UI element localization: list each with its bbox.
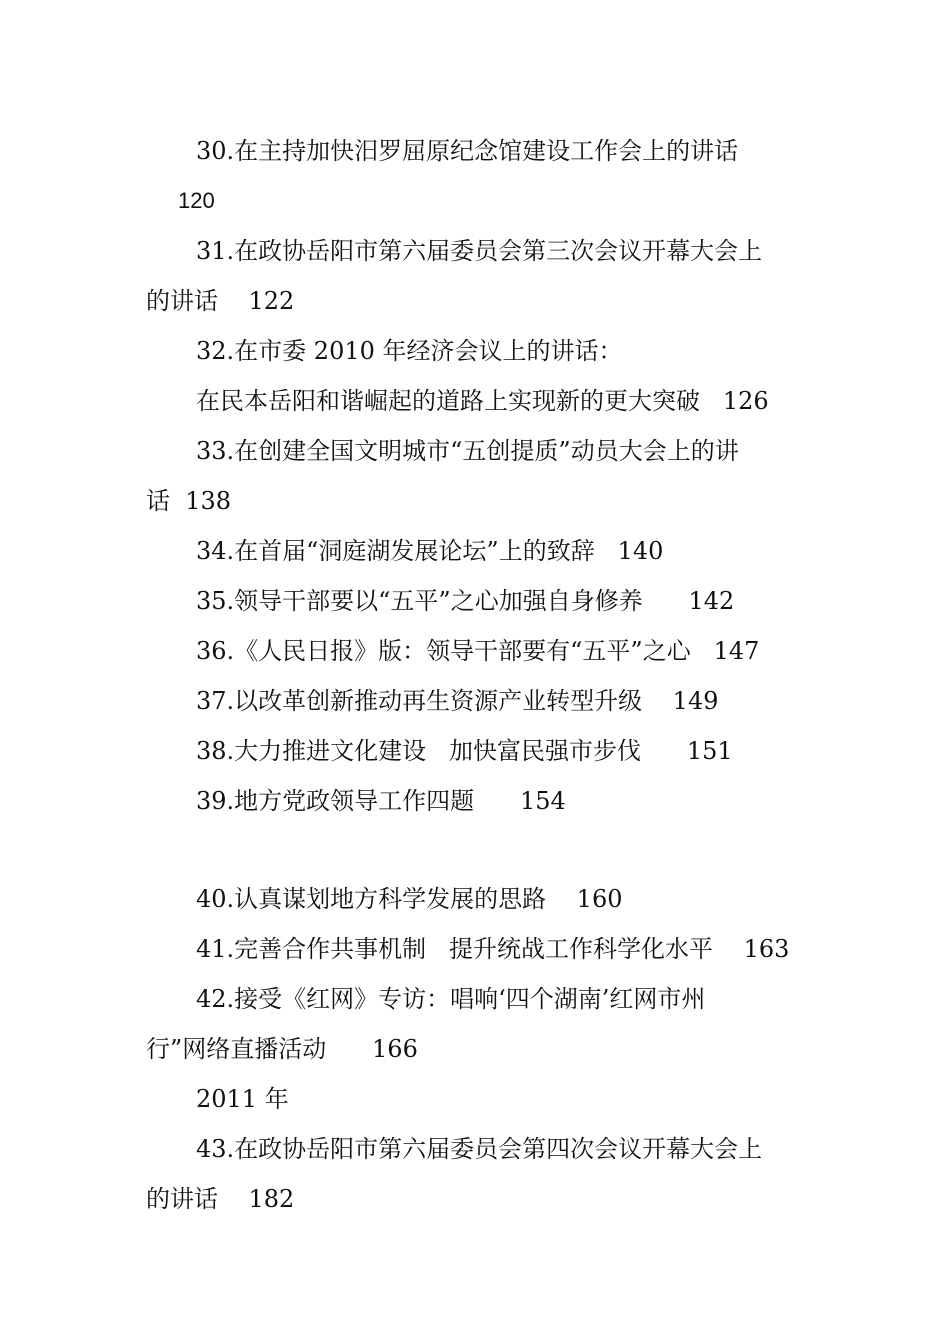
toc-line-38: 38.大力推进文化建设 加快富民强市步伐 151 xyxy=(196,737,733,765)
year-heading: 2011 年 xyxy=(196,1085,289,1113)
toc-line-43-cont: 的讲话 182 xyxy=(146,1185,295,1213)
toc-line-37: 37.以改革创新推动再生资源产业转型升级 149 xyxy=(196,687,719,715)
toc-line-30: 30.在主持加快汨罗屈原纪念馆建设工作会上的讲话 xyxy=(196,137,739,165)
toc-line-35: 35.领导干部要以“五平”之心加强自身修养 142 xyxy=(196,587,735,615)
toc-line-39: 39.地方党政领导工作四题 154 xyxy=(196,787,566,815)
toc-line-32: 32.在市委 2010 年经济会议上的讲话： xyxy=(196,337,623,365)
toc-line-34: 34.在首届“洞庭湖发展论坛”上的致辞 140 xyxy=(196,537,664,565)
toc-line-31-cont: 的讲话 122 xyxy=(146,287,295,315)
toc-line-33-cont: 话 138 xyxy=(146,487,232,515)
toc-page-number: 120 xyxy=(178,188,215,213)
toc-line-32-subtitle: 在民本岳阳和谐崛起的道路上实现新的更大突破 126 xyxy=(196,387,769,415)
toc-line-42-cont: 行”网络直播活动 166 xyxy=(146,1035,418,1063)
toc-line-33: 33.在创建全国文明城市“五创提质”动员大会上的讲 xyxy=(196,437,739,465)
toc-line-43: 43.在政协岳阳市第六届委员会第四次会议开幕大会上 xyxy=(196,1135,763,1163)
toc-line-40: 40.认真谋划地方科学发展的思路 160 xyxy=(196,885,623,913)
toc-line-42: 42.接受《红网》专访：唱响‘四个湖南’红网市州 xyxy=(196,985,706,1013)
toc-line-36: 36.《人民日报》版：领导干部要有“五平”之心 147 xyxy=(196,637,760,665)
toc-line-31: 31.在政协岳阳市第六届委员会第三次会议开幕大会上 xyxy=(196,237,763,265)
toc-line-41: 41.完善合作共事机制 提升统战工作科学化水平 163 xyxy=(196,935,790,963)
